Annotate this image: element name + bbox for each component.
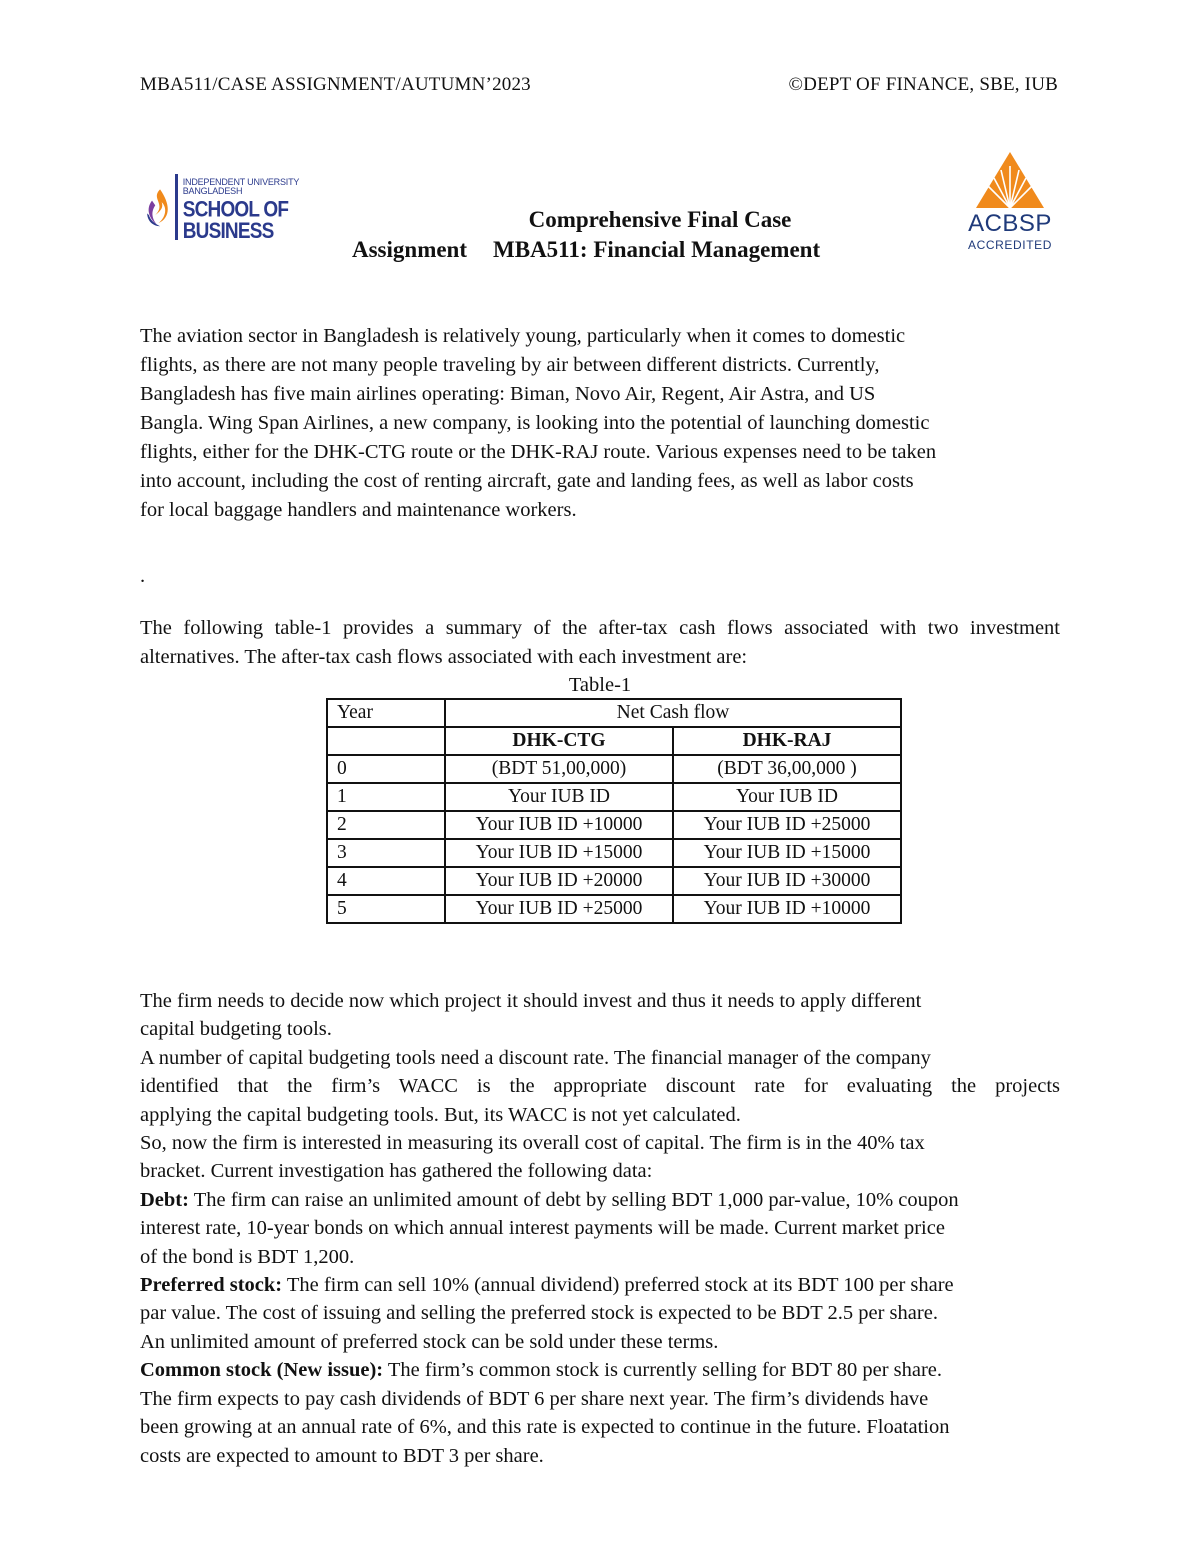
table-subheader-row (327, 727, 901, 755)
header-year: Year (327, 699, 445, 727)
text-line: identified that the firm’s WACC is the appropriate discount rate for evaluating the projects (140, 1075, 1060, 1098)
cell-year: 4 (327, 867, 445, 895)
text-line: applying the capital budgeting tools. But, its WACC is not yet calculated. (140, 1103, 741, 1126)
cell-dhk-raj: Your IUB ID +25000 (673, 811, 901, 839)
text-span: The firm’s common stock is currently selling for BDT 80 per share. (383, 1359, 943, 1382)
table-row (327, 839, 901, 867)
text-line: capital budgeting tools. (140, 1018, 332, 1041)
table-row (327, 867, 901, 895)
stray-period: . (140, 565, 146, 587)
text-line: been growing at an annual rate of 6%, and this rate is expected to continue in the future. Floatation (140, 1416, 950, 1439)
intro-line: flights, as there are not many people traveling by air between different districts. Currently, (140, 354, 880, 376)
cell-dhk-raj: Your IUB ID (673, 783, 901, 811)
text-line: interest rate, 10-year bonds on which annual interest payments will be made. Current market price (140, 1217, 945, 1240)
text-span: The firm can raise an unlimited amount of debt by selling BDT 1,000 par-value, 10% coupon (188, 1188, 959, 1211)
logo-university-name: INDEPENDENT UNIVERSITY BANGLADESH (182, 176, 300, 196)
acbsp-accredited-text: ACCREDITED (967, 238, 1052, 252)
text-line: An unlimited amount of preferred stock can be sold under these terms. (140, 1330, 719, 1353)
cell-dhk-raj: (BDT 36,00,000 ) (673, 755, 901, 783)
text-line: costs are expected to amount to BDT 3 per share. (140, 1444, 544, 1467)
preferred-stock-paragraph (140, 1271, 1060, 1299)
intro-line: Bangladesh has five main airlines operating: Biman, Novo Air, Regent, Air Astra, and US (140, 383, 876, 405)
subheader-empty (327, 727, 445, 755)
table-row (327, 755, 901, 783)
intro-line: into account, including the cost of renting aircraft, gate and landing fees, as well as labor costs (140, 470, 914, 492)
text-line: bracket. Current investigation has gathered the following data: (140, 1160, 653, 1183)
acbsp-wordmark: ACBSP (968, 210, 1052, 237)
cash-flow-table (326, 698, 902, 924)
logo-school-name: SCHOOL OF BUSINESS (182, 197, 289, 244)
cell-year: 0 (327, 755, 445, 783)
intro-paragraph (140, 322, 1060, 525)
running-header (140, 74, 1058, 96)
cell-dhk-ctg: Your IUB ID +10000 (445, 811, 673, 839)
text-line: A number of capital budgeting tools need a discount rate. The financial manager of the company (140, 1046, 931, 1069)
title-assignment: Assignment (352, 237, 468, 262)
title-line-2 (0, 235, 1200, 265)
intro-line: flights, either for the DHK-CTG route or the DHK-RAJ route. Various expenses need to be taken (140, 441, 937, 463)
intro-line: for local baggage handlers and maintenance workers. (140, 499, 577, 521)
document-title (0, 205, 1200, 265)
common-stock-paragraph (140, 1356, 1060, 1384)
cell-dhk-raj: Your IUB ID +15000 (673, 839, 901, 867)
debt-label: Debt: (140, 1188, 189, 1211)
header-dhk-ctg: DHK-CTG (445, 727, 673, 755)
cost-of-capital-section (140, 987, 1060, 1470)
text-span: The firm can sell 10% (annual dividend) preferred stock at its BDT 100 per share (282, 1274, 954, 1297)
preferred-stock-label: Preferred stock: (140, 1274, 283, 1297)
debt-paragraph (140, 1186, 1060, 1214)
table-row (327, 783, 901, 811)
header-right: ©DEPT OF FINANCE, SBE, IUB (788, 74, 1058, 95)
text-line: So, now the firm is interested in measuring its overall cost of capital. The firm is in the 40% tax (140, 1132, 925, 1155)
table-row (327, 895, 901, 923)
cell-dhk-ctg: Your IUB ID +20000 (445, 867, 673, 895)
cell-dhk-raj: Your IUB ID +30000 (673, 867, 901, 895)
table-header-row (327, 699, 901, 727)
cell-dhk-ctg: Your IUB ID +25000 (445, 895, 673, 923)
cell-year: 2 (327, 811, 445, 839)
text-line: of the bond is BDT 1,200. (140, 1245, 355, 1268)
acbsp-triangle-icon (974, 150, 1046, 210)
text-line: The firm expects to pay cash dividends of BDT 6 per share next year. The firm’s dividends have (140, 1387, 929, 1410)
intro-line: The aviation sector in Bangladesh is relatively young, particularly when it comes to domestic (140, 325, 906, 347)
cell-dhk-ctg: Your IUB ID (445, 783, 673, 811)
text-line: par value. The cost of issuing and selling the preferred stock is expected to be BDT 2.5 per share. (140, 1302, 938, 1325)
header-left: MBA511/CASE ASSIGNMENT/AUTUMN’2023 (140, 74, 531, 95)
common-stock-label: Common stock (New issue): (140, 1359, 384, 1382)
title-course: MBA511: Financial Management (493, 237, 821, 262)
header-net-cash-flow: Net Cash flow (445, 699, 901, 727)
cell-year: 1 (327, 783, 445, 811)
table-caption: Table-1 (568, 674, 632, 696)
cell-dhk-ctg: (BDT 51,00,000) (445, 755, 673, 783)
intro-line: Bangla. Wing Span Airlines, a new company, is looking into the potential of launching domestic (140, 412, 930, 434)
header-dhk-raj: DHK-RAJ (673, 727, 901, 755)
cell-year: 3 (327, 839, 445, 867)
table-intro-paragraph: The following table-1 provides a summary of the after-tax cash flows associated with two investment alternatives. The after-tax cash flows associated with each investment are: (140, 617, 1060, 668)
cell-dhk-ctg: Your IUB ID +15000 (445, 839, 673, 867)
text-line: The firm needs to decide now which project it should invest and thus it needs to apply different (140, 990, 922, 1012)
title-line-1: Comprehensive Final Case (528, 207, 792, 232)
cell-dhk-raj: Your IUB ID +10000 (673, 895, 901, 923)
table-row (327, 811, 901, 839)
cell-year: 5 (327, 895, 445, 923)
